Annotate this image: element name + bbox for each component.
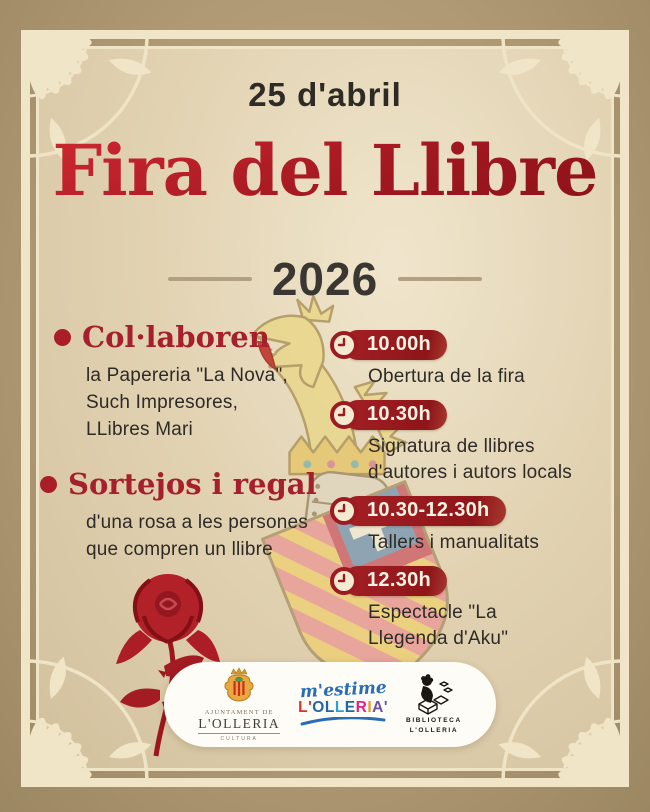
clock-icon: [330, 401, 358, 429]
time-pill: 10.30-12.30h: [343, 496, 506, 526]
year-row: [0, 252, 650, 306]
bullet-icon: [54, 329, 71, 346]
year-dash-left: [168, 277, 252, 281]
schedule-row: [330, 566, 600, 652]
logo-mestime: m'estime L'OLLERIA': [298, 682, 388, 727]
event-date: 25 d'abril: [248, 76, 402, 113]
sortejos-section: [40, 466, 330, 563]
bullet-icon: [40, 476, 57, 493]
biblioteca-reader-icon: [414, 674, 454, 716]
logo-biblioteca: BIBLIOTECA L'OLLERIA: [406, 674, 462, 736]
schedule-row: [330, 330, 600, 390]
mestime-wordmark: L'OLLERIA': [298, 699, 389, 717]
collaboren-heading: Col·laboren: [82, 320, 270, 354]
corner-ornament-bottom-right: [487, 645, 629, 787]
mestime-swoosh: [299, 717, 387, 727]
clock-icon: [330, 497, 358, 525]
event-year: 2026: [271, 253, 379, 305]
time-pill: 10.30h: [343, 400, 447, 430]
logo-ajuntament: AJUNTAMENT DE L'OLLERIA CULTURA: [198, 667, 280, 742]
sortejos-section-header: [40, 466, 330, 501]
collaboren-section-header: [54, 322, 330, 354]
ajuntament-crest-icon: [222, 667, 256, 707]
schedule-row: [330, 400, 600, 486]
time-pill: 12.30h: [343, 566, 447, 596]
schedule-description: Tallers i manualitats: [368, 532, 540, 553]
clock-icon: [330, 567, 358, 595]
schedule-description: Espectacle "La Llegenda d'Aku": [368, 602, 509, 649]
sponsor-logo-bar: [164, 662, 496, 747]
collaboren-text: la Papereria "La Nova", Such Impresores, LLibres Mari: [86, 364, 288, 440]
info-column: [54, 322, 330, 563]
clock-icon: [330, 331, 358, 359]
schedule-description: Obertura de la fira: [368, 366, 525, 387]
time-pill: 10.00h: [343, 330, 447, 360]
schedule-description: Signatura de llibres d'autores i autors locals: [368, 436, 573, 483]
year-dash-right: [398, 277, 482, 281]
sortejos-text: d'una rosa a les persones que compren un llibre: [86, 511, 308, 560]
poster-title: Fira del Llibre: [0, 122, 650, 220]
schedule-list: [330, 330, 600, 662]
sortejos-heading: Sortejos i regal: [68, 466, 317, 501]
schedule-row: [330, 496, 600, 556]
